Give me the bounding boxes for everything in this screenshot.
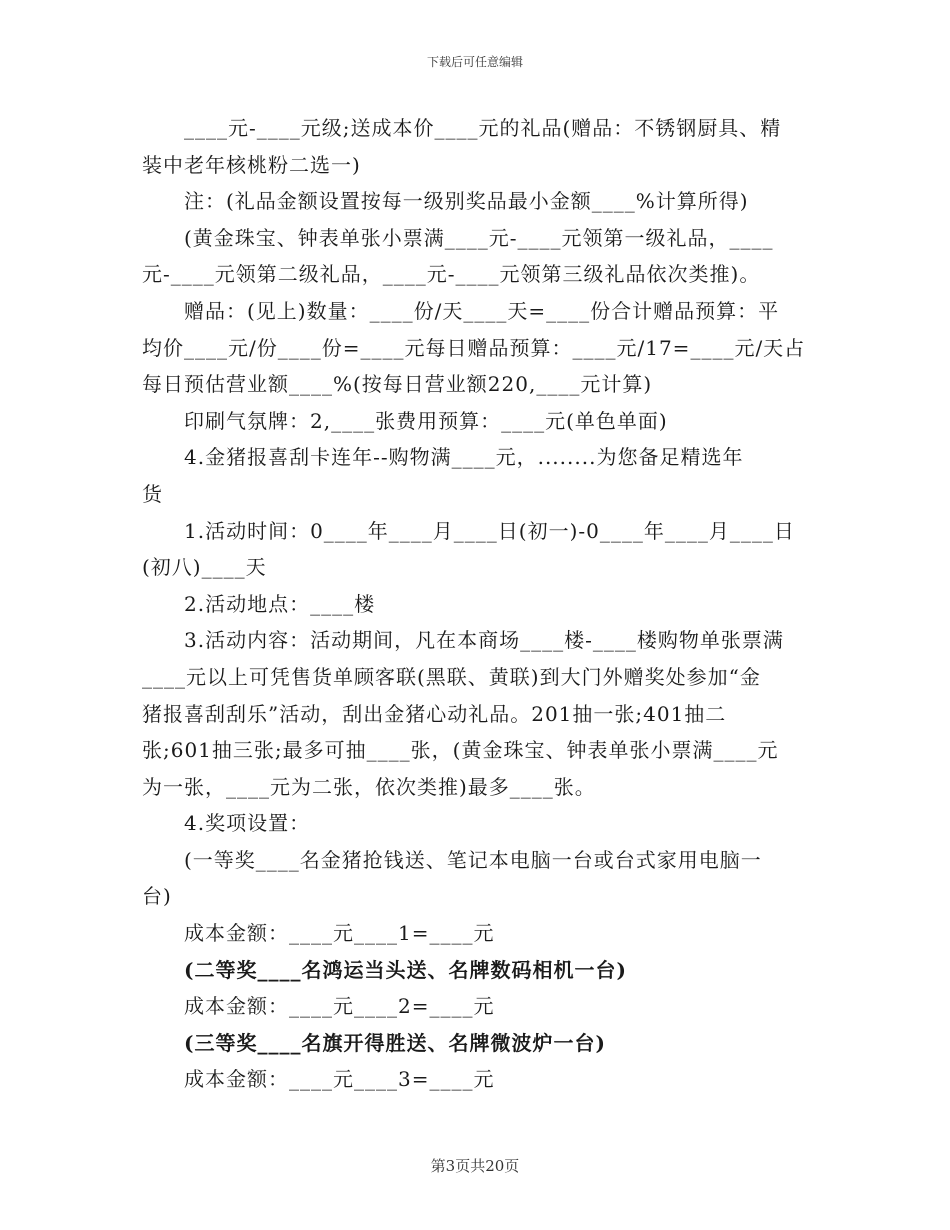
text-line: 3.活动内容：活动期间，凡在本商场____楼-____楼购物单张票满 bbox=[142, 628, 784, 653]
text-line: 元-____元领第二级礼品，____元-____元领第三级礼品依次类推)。 bbox=[142, 262, 761, 287]
text-line: ____元-____元级;送成本价____元的礼品(赠品：不锈钢厨具、精 bbox=[142, 116, 782, 140]
document-body bbox=[142, 110, 808, 1098]
text-line: 成本金额：____元____1=____元 bbox=[142, 921, 495, 946]
text-line: (初八)____天 bbox=[142, 555, 267, 580]
text-line: 张;601抽三张;最多可抽____张，(黄金珠宝、钟表单张小票满____元 bbox=[142, 738, 779, 763]
text-line: (一等奖____名金猪抢钱送、笔记本电脑一台或台式家用电脑一 bbox=[142, 847, 762, 872]
text-line: 均价____元/份____份=____元每日赠品预算：____元/17=____元/天占 bbox=[142, 335, 806, 360]
text-line: 1.活动时间：0____年____月____日(初一)-0____年____月____日 bbox=[142, 518, 795, 543]
text-line: 印刷气氛牌：2,____张费用预算：____元(单色单面) bbox=[142, 408, 668, 433]
prize-heading-third: (三等奖____名旗开得胜送、名牌微波炉一台) bbox=[142, 1030, 606, 1055]
text-line: 台) bbox=[142, 884, 172, 909]
text-line: 每日预估营业额____%(按每日营业额220,____元计算) bbox=[142, 372, 653, 397]
text-line: 成本金额：____元____2=____元 bbox=[142, 994, 495, 1019]
section-heading: 4.金猪报喜刮卡连年--购物满____元，........为您备足精选年 bbox=[142, 445, 744, 470]
text-line: (黄金珠宝、钟表单张小票满____元-____元领第一级礼品，____ bbox=[142, 225, 774, 250]
prize-heading-second: (二等奖____名鸿运当头送、名牌数码相机一台) bbox=[142, 957, 627, 982]
text-line: 成本金额：____元____3=____元 bbox=[142, 1067, 495, 1092]
page-header: 下载后可任意编辑 bbox=[426, 55, 523, 69]
text-line: 2.活动地点：____楼 bbox=[142, 591, 376, 616]
text-line: 4.奖项设置： bbox=[142, 811, 311, 836]
text-line: 赠品：(见上)数量：____份/天____天=____份合计赠品预算：平 bbox=[142, 298, 780, 323]
page-footer: 第3页共20页 bbox=[430, 1157, 520, 1175]
text-line: 为一张，____元为二张，依次类推)最多____张。 bbox=[142, 774, 596, 799]
text-line: 猪报喜刮刮乐”活动，刮出金猪心动礼品。201抽一张;401抽二 bbox=[142, 701, 727, 726]
text-line: 装中老年核桃粉二选一) bbox=[142, 152, 361, 177]
text-line: 注：(礼品金额设置按每一级别奖品最小金额____%计算所得) bbox=[142, 189, 749, 214]
text-line: 货 bbox=[142, 481, 163, 506]
text-line: ____元以上可凭售货单顾客联(黑联、黄联)到大门外赠奖处参加“金 bbox=[142, 664, 761, 689]
